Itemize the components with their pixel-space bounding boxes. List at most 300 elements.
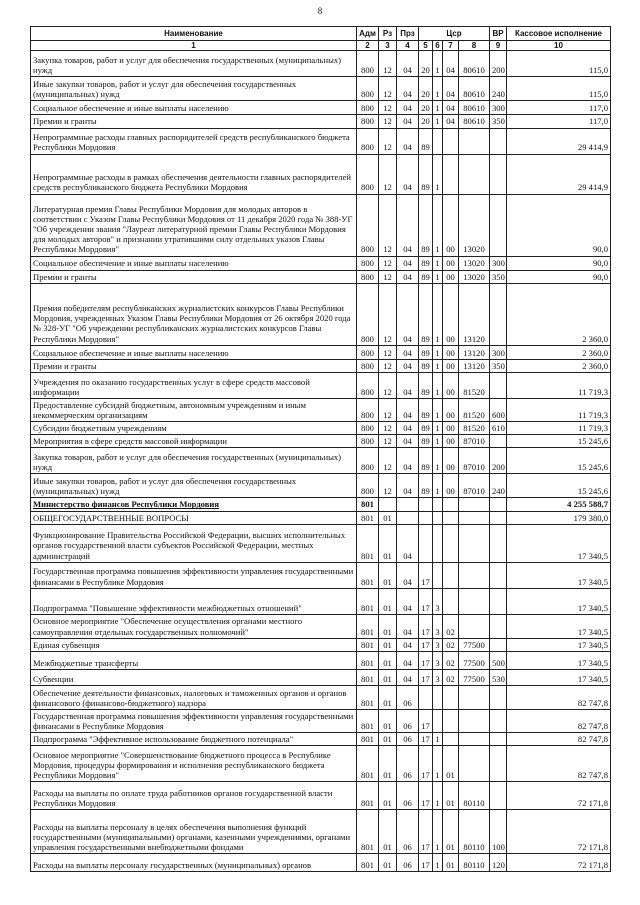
row-csr-subprogram: 1: [433, 372, 443, 398]
row-csr-event: [443, 154, 459, 194]
row-vr: [490, 283, 507, 345]
table-row: [31, 128, 611, 154]
row-rz: 12: [379, 372, 397, 398]
row-vr: 200: [490, 51, 507, 77]
row-csr-direction: 80610: [459, 51, 490, 77]
row-adm: 801: [357, 669, 379, 685]
row-name: Социальное обеспечение и иные выплаты населению: [31, 345, 357, 359]
table-row: [31, 709, 611, 732]
row-csr-event: 02: [443, 651, 459, 669]
row-rz: 12: [379, 474, 397, 498]
row-csr-event: [443, 709, 459, 732]
row-adm: 800: [357, 283, 379, 345]
row-name: Расходы на выплаты по оплате труда работников органов государственной власти Республики Мордовия: [31, 782, 357, 810]
table-header: [31, 27, 611, 51]
header-rz: Рз: [379, 27, 397, 41]
column-number: 10: [507, 41, 611, 51]
row-csr-subprogram: 1: [433, 398, 443, 421]
row-adm: 801: [357, 733, 379, 746]
row-amount: 15 245,6: [507, 474, 611, 498]
row-rz: 12: [379, 398, 397, 421]
table-row: [31, 345, 611, 359]
row-amount: 82 747,8: [507, 746, 611, 782]
row-amount: 2 360,0: [507, 283, 611, 345]
row-csr-event: [443, 588, 459, 614]
row-rz: 01: [379, 614, 397, 638]
row-adm: 800: [357, 372, 379, 398]
row-csr-subprogram: 1: [433, 448, 443, 474]
table-row: [31, 51, 611, 77]
row-amount: 29 414,9: [507, 128, 611, 154]
row-rz: 01: [379, 562, 397, 588]
row-csr-event: 00: [443, 270, 459, 283]
row-adm: 800: [357, 101, 379, 115]
row-prz: 06: [397, 709, 419, 732]
row-vr: [490, 194, 507, 256]
column-number: 7: [443, 41, 459, 51]
row-name: Премии и гранты: [31, 270, 357, 283]
row-csr-program: 20: [419, 51, 433, 77]
row-csr-direction: 77500: [459, 669, 490, 685]
row-csr-event: 00: [443, 398, 459, 421]
table-row: [31, 810, 611, 854]
row-csr-program: 89: [419, 154, 433, 194]
row-amount: 17 340,5: [507, 651, 611, 669]
row-amount: 15 245,6: [507, 435, 611, 448]
row-name: Закупка товаров, работ и услуг для обеспечения государственных (муниципальных) нужд: [31, 51, 357, 77]
row-rz: 12: [379, 270, 397, 283]
row-csr-program: 89: [419, 422, 433, 435]
row-vr: 300: [490, 345, 507, 359]
row-prz: 06: [397, 810, 419, 854]
row-prz: 06: [397, 782, 419, 810]
row-csr-event: 01: [443, 746, 459, 782]
row-rz: 01: [379, 511, 397, 524]
row-csr-program: [419, 511, 433, 524]
row-prz: 04: [397, 194, 419, 256]
row-csr-event: 04: [443, 101, 459, 115]
table-row: [31, 77, 611, 101]
row-prz: 04: [397, 128, 419, 154]
row-csr-program: 20: [419, 77, 433, 101]
row-prz: [397, 498, 419, 511]
row-name: Подпрограмма "Эффективное использование бюджетного потенциала": [31, 733, 357, 746]
row-csr-event: 02: [443, 614, 459, 638]
row-name: Социальное обеспечение и иные выплаты населению: [31, 256, 357, 270]
table-row: [31, 435, 611, 448]
row-csr-direction: 13020: [459, 270, 490, 283]
row-amount: 115,0: [507, 77, 611, 101]
row-rz: 12: [379, 128, 397, 154]
row-prz: 04: [397, 669, 419, 685]
row-adm: 801: [357, 524, 379, 562]
row-csr-subprogram: 3: [433, 588, 443, 614]
row-csr-event: 00: [443, 359, 459, 372]
row-rz: 01: [379, 638, 397, 651]
row-vr: [490, 588, 507, 614]
row-rz: 01: [379, 588, 397, 614]
row-rz: 01: [379, 733, 397, 746]
row-csr-direction: 87010: [459, 435, 490, 448]
row-vr: [490, 614, 507, 638]
column-number: 8: [459, 41, 490, 51]
column-number: 3: [379, 41, 397, 51]
row-name: Основное мероприятие "Обеспечение осуществления органами местного самоуправления отдельных государственных полномочий": [31, 614, 357, 638]
row-csr-direction: 13120: [459, 359, 490, 372]
row-rz: 01: [379, 782, 397, 810]
row-name: Социальное обеспечение и иные выплаты населению: [31, 101, 357, 115]
row-rz: 12: [379, 101, 397, 115]
table-row: [31, 782, 611, 810]
row-amount: 90,0: [507, 256, 611, 270]
row-csr-program: [419, 685, 433, 709]
table-row: [31, 372, 611, 398]
row-adm: 801: [357, 854, 379, 872]
row-csr-subprogram: [433, 709, 443, 732]
row-csr-event: [443, 498, 459, 511]
table-row: [31, 685, 611, 709]
row-vr: [490, 638, 507, 651]
row-vr: 600: [490, 398, 507, 421]
row-vr: 100: [490, 810, 507, 854]
row-csr-program: [419, 498, 433, 511]
row-rz: 01: [379, 810, 397, 854]
row-csr-direction: 77500: [459, 651, 490, 669]
row-csr-direction: [459, 511, 490, 524]
row-vr: [490, 511, 507, 524]
row-csr-direction: 87010: [459, 448, 490, 474]
row-csr-program: 89: [419, 372, 433, 398]
row-rz: 01: [379, 746, 397, 782]
row-csr-direction: 80610: [459, 115, 490, 128]
table-row: [31, 614, 611, 638]
row-csr-direction: 77500: [459, 638, 490, 651]
row-csr-event: 00: [443, 283, 459, 345]
row-csr-event: 00: [443, 194, 459, 256]
table-row: [31, 270, 611, 283]
row-vr: 610: [490, 422, 507, 435]
table-row: [31, 194, 611, 256]
row-vr: 240: [490, 474, 507, 498]
row-amount: 179 380,0: [507, 511, 611, 524]
row-adm: 800: [357, 474, 379, 498]
row-csr-event: 00: [443, 448, 459, 474]
row-csr-direction: [459, 154, 490, 194]
row-prz: 04: [397, 101, 419, 115]
row-rz: 01: [379, 685, 397, 709]
row-rz: 12: [379, 448, 397, 474]
row-amount: 2 360,0: [507, 359, 611, 372]
row-name: Основное мероприятие "Совершенствование бюджетного процесса в Республике Мордовия, процедуры формирования и исполнения республиканского бюджета Республики Мордовия": [31, 746, 357, 782]
row-csr-event: 04: [443, 115, 459, 128]
row-rz: 01: [379, 524, 397, 562]
row-rz: 12: [379, 435, 397, 448]
row-csr-direction: [459, 498, 490, 511]
row-csr-subprogram: 1: [433, 256, 443, 270]
row-rz: 01: [379, 709, 397, 732]
row-adm: 800: [357, 422, 379, 435]
table-row: [31, 256, 611, 270]
row-csr-subprogram: 1: [433, 77, 443, 101]
row-csr-direction: 13120: [459, 283, 490, 345]
row-csr-program: 17: [419, 651, 433, 669]
row-amount: 15 245,6: [507, 448, 611, 474]
row-rz: 12: [379, 283, 397, 345]
row-prz: 04: [397, 614, 419, 638]
row-csr-direction: 87010: [459, 474, 490, 498]
row-rz: 12: [379, 422, 397, 435]
header-amount: Кассовое исполнение: [507, 27, 611, 41]
page-number: 8: [317, 6, 323, 16]
row-csr-subprogram: 1: [433, 154, 443, 194]
row-csr-program: 17: [419, 709, 433, 732]
row-csr-program: 17: [419, 746, 433, 782]
row-prz: 06: [397, 746, 419, 782]
row-vr: 350: [490, 359, 507, 372]
row-csr-program: 89: [419, 435, 433, 448]
row-rz: 12: [379, 256, 397, 270]
row-vr: [490, 733, 507, 746]
row-amount: 90,0: [507, 270, 611, 283]
row-csr-subprogram: 1: [433, 782, 443, 810]
row-csr-event: [443, 733, 459, 746]
row-amount: 117,0: [507, 115, 611, 128]
row-csr-subprogram: 1: [433, 345, 443, 359]
header-vr: ВР: [490, 27, 507, 41]
table-row: [31, 651, 611, 669]
row-adm: 800: [357, 128, 379, 154]
row-csr-program: 89: [419, 194, 433, 256]
row-prz: 04: [397, 651, 419, 669]
row-adm: 801: [357, 685, 379, 709]
row-csr-direction: [459, 614, 490, 638]
row-csr-program: 17: [419, 782, 433, 810]
row-csr-direction: 81520: [459, 422, 490, 435]
row-csr-program: 89: [419, 398, 433, 421]
row-adm: 800: [357, 398, 379, 421]
row-vr: [490, 435, 507, 448]
row-csr-direction: 81520: [459, 398, 490, 421]
row-prz: 04: [397, 77, 419, 101]
row-amount: 72 171,8: [507, 810, 611, 854]
row-prz: 06: [397, 685, 419, 709]
row-csr-event: 04: [443, 51, 459, 77]
row-csr-subprogram: 1: [433, 283, 443, 345]
row-csr-direction: 80110: [459, 810, 490, 854]
row-name: Государственная программа повышения эффективности управления государственными финансами в Республике Мордовия: [31, 709, 357, 732]
row-prz: 04: [397, 638, 419, 651]
table-row: [31, 283, 611, 345]
row-adm: 800: [357, 359, 379, 372]
table-row: [31, 511, 611, 524]
row-csr-event: [443, 685, 459, 709]
table-row: [31, 359, 611, 372]
row-adm: 800: [357, 448, 379, 474]
table-row: [31, 562, 611, 588]
row-csr-event: 02: [443, 638, 459, 651]
row-amount: 11 719,3: [507, 398, 611, 421]
row-vr: [490, 128, 507, 154]
row-name: Учреждения по оказанию государственных услуг в сфере средств массовой информации: [31, 372, 357, 398]
row-name: Расходы на выплаты персоналу государственных (муниципальных) органов: [31, 854, 357, 872]
row-amount: 90,0: [507, 194, 611, 256]
row-amount: 82 747,8: [507, 685, 611, 709]
column-number: 1: [31, 41, 357, 51]
row-adm: 800: [357, 270, 379, 283]
row-name: Мероприятия в сфере средств массовой информации: [31, 435, 357, 448]
table-row: [31, 669, 611, 685]
table-row: [31, 746, 611, 782]
row-adm: 800: [357, 194, 379, 256]
row-csr-event: [443, 128, 459, 154]
row-csr-event: 00: [443, 372, 459, 398]
row-adm: 800: [357, 77, 379, 101]
row-adm: 800: [357, 256, 379, 270]
row-name: Литературная премия Главы Республики Мордовия для молодых авторов в соответствии с Указом Главы Республики Мордовия от 11 декабря 2020 года № 388-УГ "Об учреждении звания "Лауреат литературной премии Главы Республики Мордовия для молодых авторов" и признании утратившими силу отдельных указов Главы Республики Мордовия": [31, 194, 357, 256]
table-body: [31, 51, 611, 872]
row-csr-event: [443, 562, 459, 588]
row-csr-direction: [459, 524, 490, 562]
table-row: [31, 101, 611, 115]
row-csr-subprogram: 1: [433, 733, 443, 746]
row-vr: [490, 524, 507, 562]
row-prz: 04: [397, 435, 419, 448]
row-csr-direction: 80110: [459, 782, 490, 810]
row-rz: 12: [379, 115, 397, 128]
column-number: 4: [397, 41, 419, 51]
row-csr-program: 89: [419, 474, 433, 498]
row-csr-subprogram: 3: [433, 638, 443, 651]
header-prz: Прз: [397, 27, 419, 41]
row-csr-direction: [459, 588, 490, 614]
row-name: ОБЩЕГОСУДАРСТВЕННЫЕ ВОПРОСЫ: [31, 511, 357, 524]
row-amount: 29 414,9: [507, 154, 611, 194]
row-name: Функционирование Правительства Российской Федерации, высших исполнительных органов государственной власти субъектов Российской Федерации, местных администраций: [31, 524, 357, 562]
row-rz: 01: [379, 651, 397, 669]
row-csr-program: 89: [419, 128, 433, 154]
row-adm: 800: [357, 345, 379, 359]
row-vr: [490, 372, 507, 398]
row-csr-subprogram: 1: [433, 746, 443, 782]
row-csr-program: 89: [419, 345, 433, 359]
row-csr-direction: 80110: [459, 854, 490, 872]
row-prz: 04: [397, 115, 419, 128]
row-csr-direction: [459, 562, 490, 588]
row-adm: 800: [357, 435, 379, 448]
row-rz: 12: [379, 77, 397, 101]
row-csr-event: 00: [443, 435, 459, 448]
column-number: 6: [433, 41, 443, 51]
row-adm: 801: [357, 638, 379, 651]
row-rz: 12: [379, 194, 397, 256]
row-prz: 04: [397, 283, 419, 345]
row-amount: 17 340,5: [507, 638, 611, 651]
row-csr-program: 17: [419, 733, 433, 746]
row-name: Иные закупки товаров, работ и услуг для обеспечения государственных (муниципальных) нужд: [31, 77, 357, 101]
row-csr-subprogram: 1: [433, 51, 443, 77]
row-rz: [379, 498, 397, 511]
row-name: Предоставление субсидий бюджетным, автономным учреждениям и иным некоммерческим организациям: [31, 398, 357, 421]
row-csr-direction: 80610: [459, 101, 490, 115]
table-row: [31, 588, 611, 614]
row-prz: 04: [397, 474, 419, 498]
row-csr-program: 17: [419, 669, 433, 685]
table-row: [31, 638, 611, 651]
row-csr-event: 01: [443, 810, 459, 854]
row-prz: 04: [397, 154, 419, 194]
row-adm: 800: [357, 51, 379, 77]
table-row: [31, 448, 611, 474]
row-rz: 12: [379, 154, 397, 194]
row-prz: 04: [397, 256, 419, 270]
row-amount: 17 340,5: [507, 524, 611, 562]
row-rz: 01: [379, 669, 397, 685]
row-csr-subprogram: [433, 524, 443, 562]
row-prz: 06: [397, 854, 419, 872]
row-name: Иные закупки товаров, работ и услуг для обеспечения государственных (муниципальных) нужд: [31, 474, 357, 498]
row-csr-direction: [459, 128, 490, 154]
table-row: [31, 422, 611, 435]
row-csr-direction: [459, 746, 490, 782]
row-csr-event: [443, 511, 459, 524]
row-adm: 801: [357, 498, 379, 511]
row-csr-direction: [459, 733, 490, 746]
column-number: 5: [419, 41, 433, 51]
row-csr-direction: [459, 709, 490, 732]
row-amount: 82 747,8: [507, 733, 611, 746]
row-name: Расходы на выплаты персоналу в целях обеспечения выполнения функций государственными (муниципальными) органами, казенными учреждениями, органами управления государственными внебюджетными фондами: [31, 810, 357, 854]
row-vr: 350: [490, 270, 507, 283]
row-csr-program: 20: [419, 101, 433, 115]
row-csr-program: 17: [419, 810, 433, 854]
row-prz: 04: [397, 372, 419, 398]
row-csr-subprogram: [433, 685, 443, 709]
row-prz: [397, 511, 419, 524]
row-amount: 72 171,8: [507, 782, 611, 810]
row-adm: 801: [357, 588, 379, 614]
row-csr-event: 00: [443, 422, 459, 435]
table-row: [31, 474, 611, 498]
table-row: [31, 854, 611, 872]
row-csr-program: 17: [419, 562, 433, 588]
row-csr-subprogram: 1: [433, 422, 443, 435]
row-csr-subprogram: 1: [433, 854, 443, 872]
row-amount: 82 747,8: [507, 709, 611, 732]
header-csr: Цср: [419, 27, 490, 41]
row-prz: 04: [397, 588, 419, 614]
row-prz: 04: [397, 345, 419, 359]
row-csr-subprogram: [433, 498, 443, 511]
row-vr: [490, 709, 507, 732]
table-row: [31, 398, 611, 421]
row-vr: [490, 782, 507, 810]
row-rz: 01: [379, 854, 397, 872]
row-prz: 04: [397, 524, 419, 562]
row-vr: 500: [490, 651, 507, 669]
row-name: Обеспечение деятельности финансовых, налоговых и таможенных органов и органов финансового (финансово-бюджетного) надзора: [31, 685, 357, 709]
row-amount: 11 719,3: [507, 422, 611, 435]
table-row: [31, 115, 611, 128]
row-amount: 115,0: [507, 51, 611, 77]
row-vr: 300: [490, 256, 507, 270]
row-csr-program: 17: [419, 854, 433, 872]
row-vr: 350: [490, 115, 507, 128]
budget-table: [30, 26, 611, 872]
row-csr-program: 17: [419, 614, 433, 638]
row-adm: 801: [357, 651, 379, 669]
row-csr-program: 89: [419, 359, 433, 372]
row-csr-subprogram: 1: [433, 115, 443, 128]
